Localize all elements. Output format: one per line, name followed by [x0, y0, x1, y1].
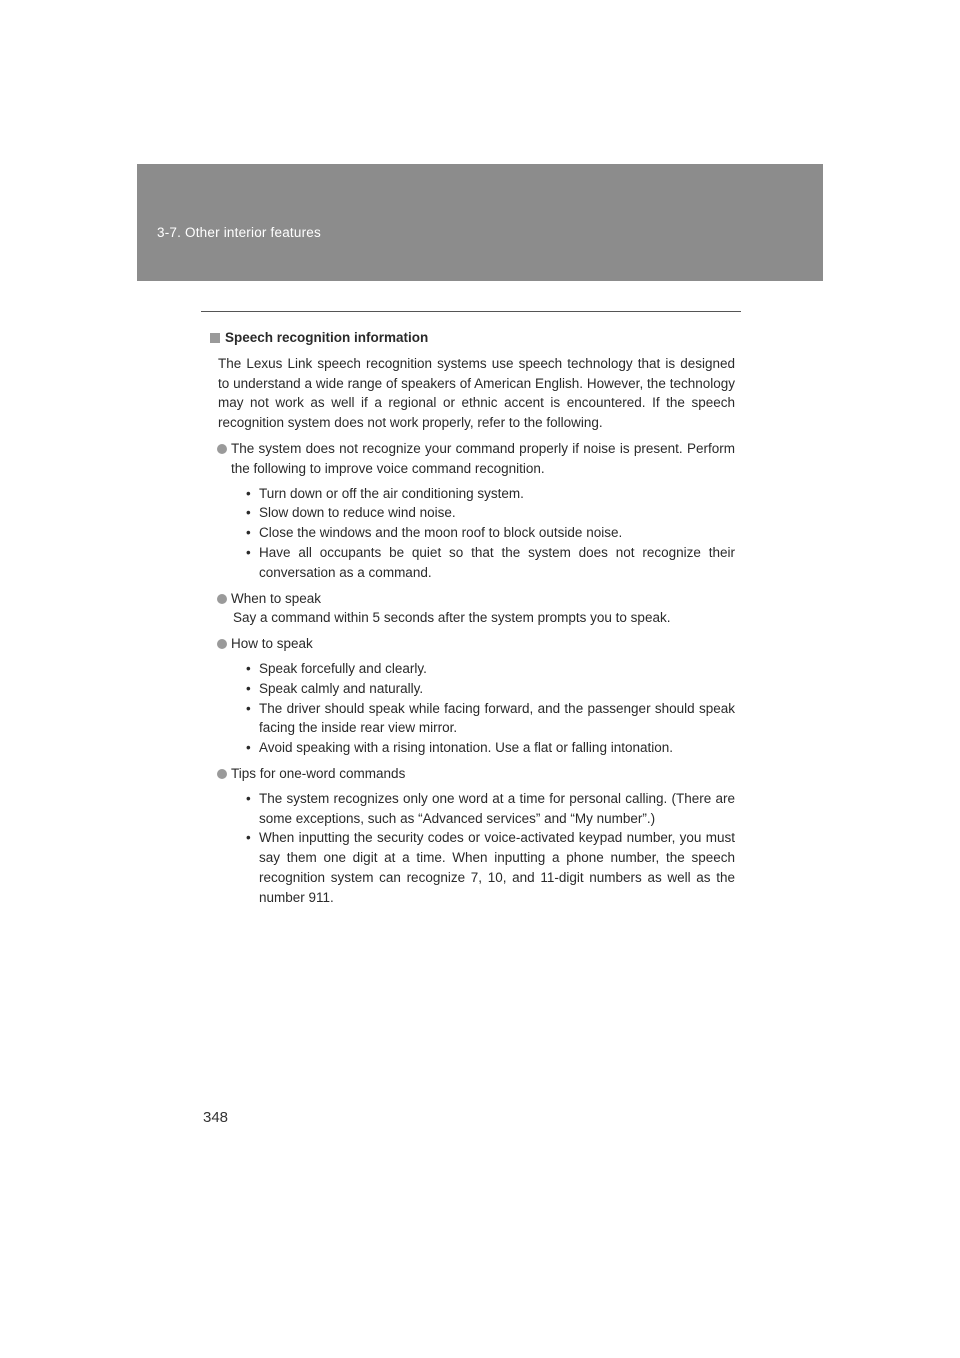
topic-text: Say a command within 5 seconds after the system prompts you to speak.: [233, 610, 671, 626]
topic-noise: [217, 439, 735, 583]
list-item: • The system recognizes only one word at a time for personal calling. (There are some exceptions, such as “Advanced services” and “My number”.): [246, 790, 735, 826]
list-item: • Turn down or off the air conditioning system.: [246, 485, 524, 501]
topic-title: How to speak: [231, 636, 313, 652]
section-header-band: [137, 164, 823, 281]
page-content: [205, 328, 735, 908]
list-item: • Speak forcefully and clearly.: [246, 660, 427, 676]
list-item: • Close the windows and the moon roof to block outside noise.: [246, 525, 623, 541]
bullet-list: [217, 659, 735, 758]
section-heading: [205, 328, 735, 348]
section-label: 3-7. Other interior features: [157, 225, 321, 240]
list-item: • Have all occupants be quiet so that the system does not recognize their conversation as a command.: [246, 544, 735, 580]
circle-bullet-icon: [217, 639, 227, 649]
heading-text: Speech recognition information: [225, 330, 429, 345]
topic-title: The system does not recognize your command properly if noise is present. Perform the following to improve voice command recognition.: [231, 440, 735, 476]
list-item: • Speak calmly and naturally.: [246, 680, 424, 696]
list-item: • Slow down to reduce wind noise.: [246, 505, 456, 521]
circle-bullet-icon: [217, 769, 227, 779]
topic-title: Tips for one-word commands: [231, 765, 406, 781]
topic-when-to-speak: [217, 589, 735, 629]
bullet-list: [217, 484, 735, 583]
list-item: • Avoid speaking with a rising intonation. Use a flat or falling intonation.: [246, 740, 673, 756]
circle-bullet-icon: [217, 444, 227, 454]
list-item: • When inputting the security codes or voice-activated keypad number, you must say them one digit at a time. When inputting a phone number, the speech recognition system can recognize 7, 10, and 11-digit numbers as well as the number 911.: [246, 830, 735, 905]
circle-bullet-icon: [217, 594, 227, 604]
intro-paragraph: The Lexus Link speech recognition systems use speech technology that is designed to understand a wide range of speakers of American English. However, the technology may not work as well if a regional or ethnic accent is encountered. If the speech recognition system does not work properly, refer to the following.: [218, 355, 735, 431]
list-item: • The driver should speak while facing forward, and the passenger should speak facing the inside rear view mirror.: [246, 700, 735, 736]
divider-line: [201, 311, 741, 312]
topic-title: When to speak: [231, 590, 322, 606]
page-number: 348: [203, 1109, 229, 1126]
square-bullet-icon: [210, 333, 220, 343]
bullet-list: [217, 789, 735, 908]
topic-how-to-speak: [217, 634, 735, 758]
topic-one-word-commands: [217, 764, 735, 908]
